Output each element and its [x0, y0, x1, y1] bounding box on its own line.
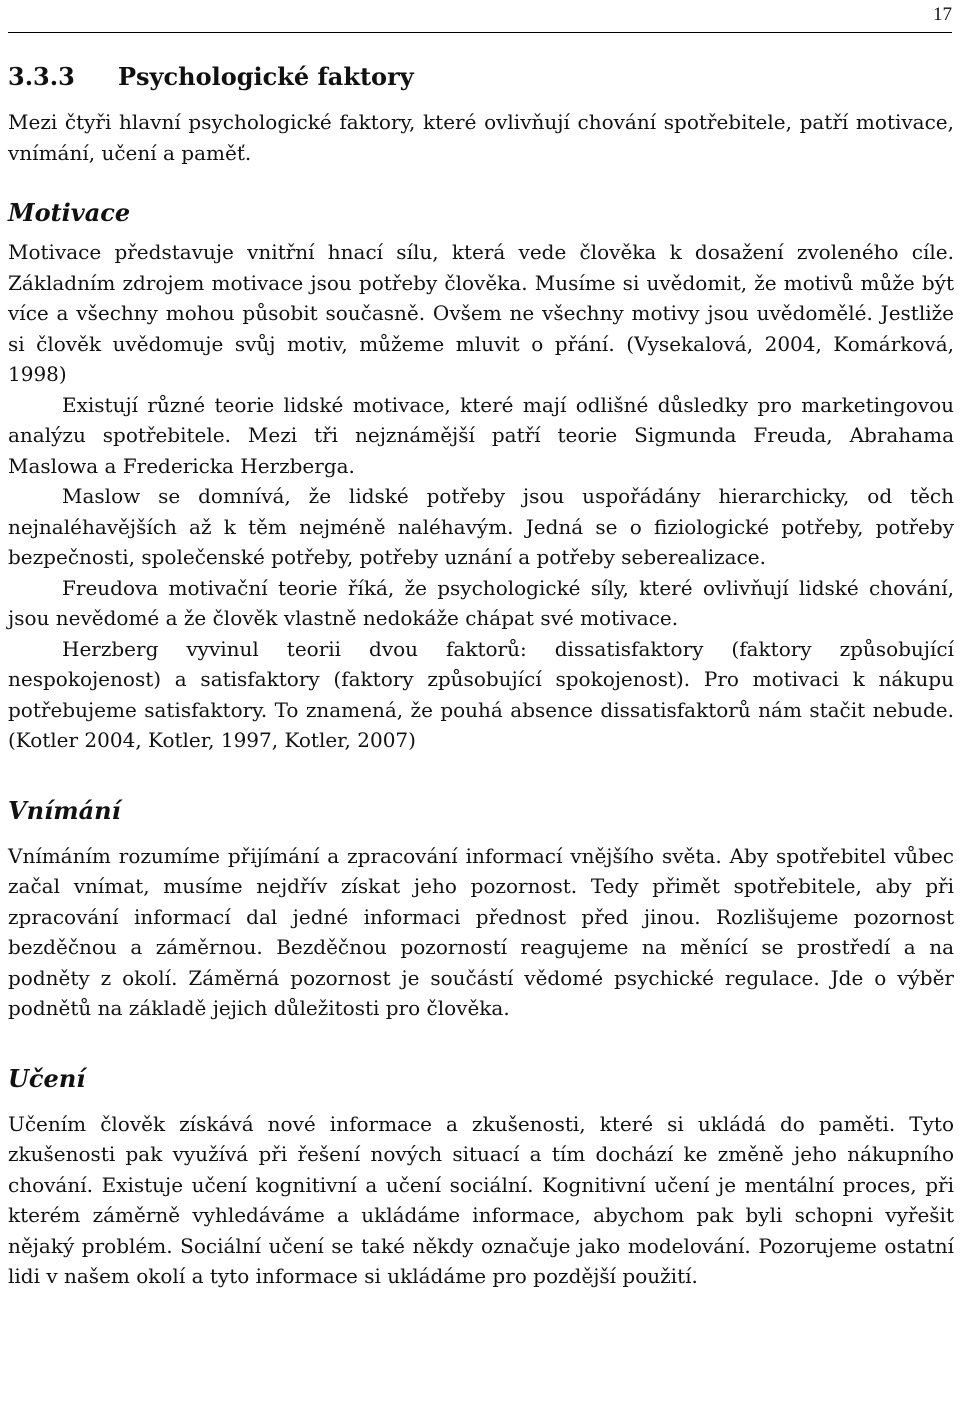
vnimani-heading: Vnímání: [8, 795, 121, 825]
motivace-paragraph-1: Motivace představuje vnitřní hnací sílu, která vede člověka k dosažení zvoleného cíle. Základním zdrojem motivace jsou potřeby člověka. Musíme si uvědomit, že motivů může být více a všechny mohou působit současně. Ovšem ne všechny motivy jsou uvědomělé. Jestliže si člověk uvědomuje svůj motiv, můžeme mluvit o přání. (Vysekalová, 2004, Komárková, 1998): [8, 240, 954, 386]
motivace-paragraph-5: Herzberg vyvinul teorii dvou faktorů: dissatisfaktory (faktory způsobující nespokojenost) a satisfaktory (faktory způsobující spokojenost). Pro motivaci k nákupu potřebujeme satisfaktory. To znamená, že pouhá absence dissatisfaktorů nám stačit nebude. (Kotler 2004, Kotler, 1997, Kotler, 2007): [8, 636, 954, 752]
motivace-heading: Motivace: [8, 198, 131, 227]
header-rule: [8, 32, 952, 33]
section-title: Psychologické faktory: [118, 62, 414, 91]
page-number: 17: [933, 4, 952, 25]
motivace-paragraph-2: Existují různé teorie lidské motivace, které mají odlišné důsledky pro marketingovou analýzu spotřebitele. Mezi tři nejznámější patří teorie Sigmunda Freuda, Abrahama Maslowa a Fredericka Herzberga.: [8, 392, 954, 478]
intro-paragraph: Mezi čtyři hlavní psychologické faktory, které ovlivňují chování spotřebitele, patří motivace, vnímání, učení a paměť.: [8, 110, 954, 165]
uceni-heading: Učení: [8, 1063, 86, 1093]
section-heading: [8, 62, 954, 91]
uceni-paragraph: Učením člověk získává nové informace a zkušenosti, které si ukládá do paměti. Tyto zkušenosti pak využívá při řešení nových situací a tím dochází ke změně jeho nákupního chování. Existuje učení kognitivní a učení sociální. Kognitivní učení je mentální proces, při kterém záměrně vyhledáváme a ukládáme informace, abychom pak byli schopni vyřešit nějaký problém. Sociální učení se také někdy označuje jako modelování. Pozorujeme ostatní lidi v našem okolí a tyto informace si ukládáme pro pozdější použití.: [8, 1111, 954, 1288]
section-number: 3.3.3: [8, 62, 75, 91]
vnimani-paragraph: Vnímáním rozumíme přijímání a zpracování informací vnějšího světa. Aby spotřebitel vůbec začal vnímat, musíme nejdřív získat jeho pozornost. Tedy přimět spotřebitele, aby při zpracování informací dal jedné informaci přednost před jinou. Rozlišujeme pozornost bezděčnou a záměrnou. Bezděčnou pozorností reagujeme na měnící se prostředí a na podněty z okolí. Záměrná pozornost je součástí vědomé psychické regulace. Jde o výběr podnětů na základě jejich důležitosti pro člověka.: [8, 843, 954, 1020]
motivace-paragraph-3: Maslow se domnívá, že lidské potřeby jsou uspořádány hierarchicky, od těch nejnaléhavějších až k těm nejméně naléhavým. Jedná se o fiziologické potřeby, potřeby bezpečnosti, společenské potřeby, potřeby uznání a potřeby seberealizace.: [8, 484, 954, 569]
document-body: [8, 62, 954, 1292]
motivace-paragraph-4: Freudova motivační teorie říká, že psychologické síly, které ovlivňují lidské chování, jsou nevědomé a že člověk vlastně nedokáže chápat své motivace.: [8, 575, 954, 630]
